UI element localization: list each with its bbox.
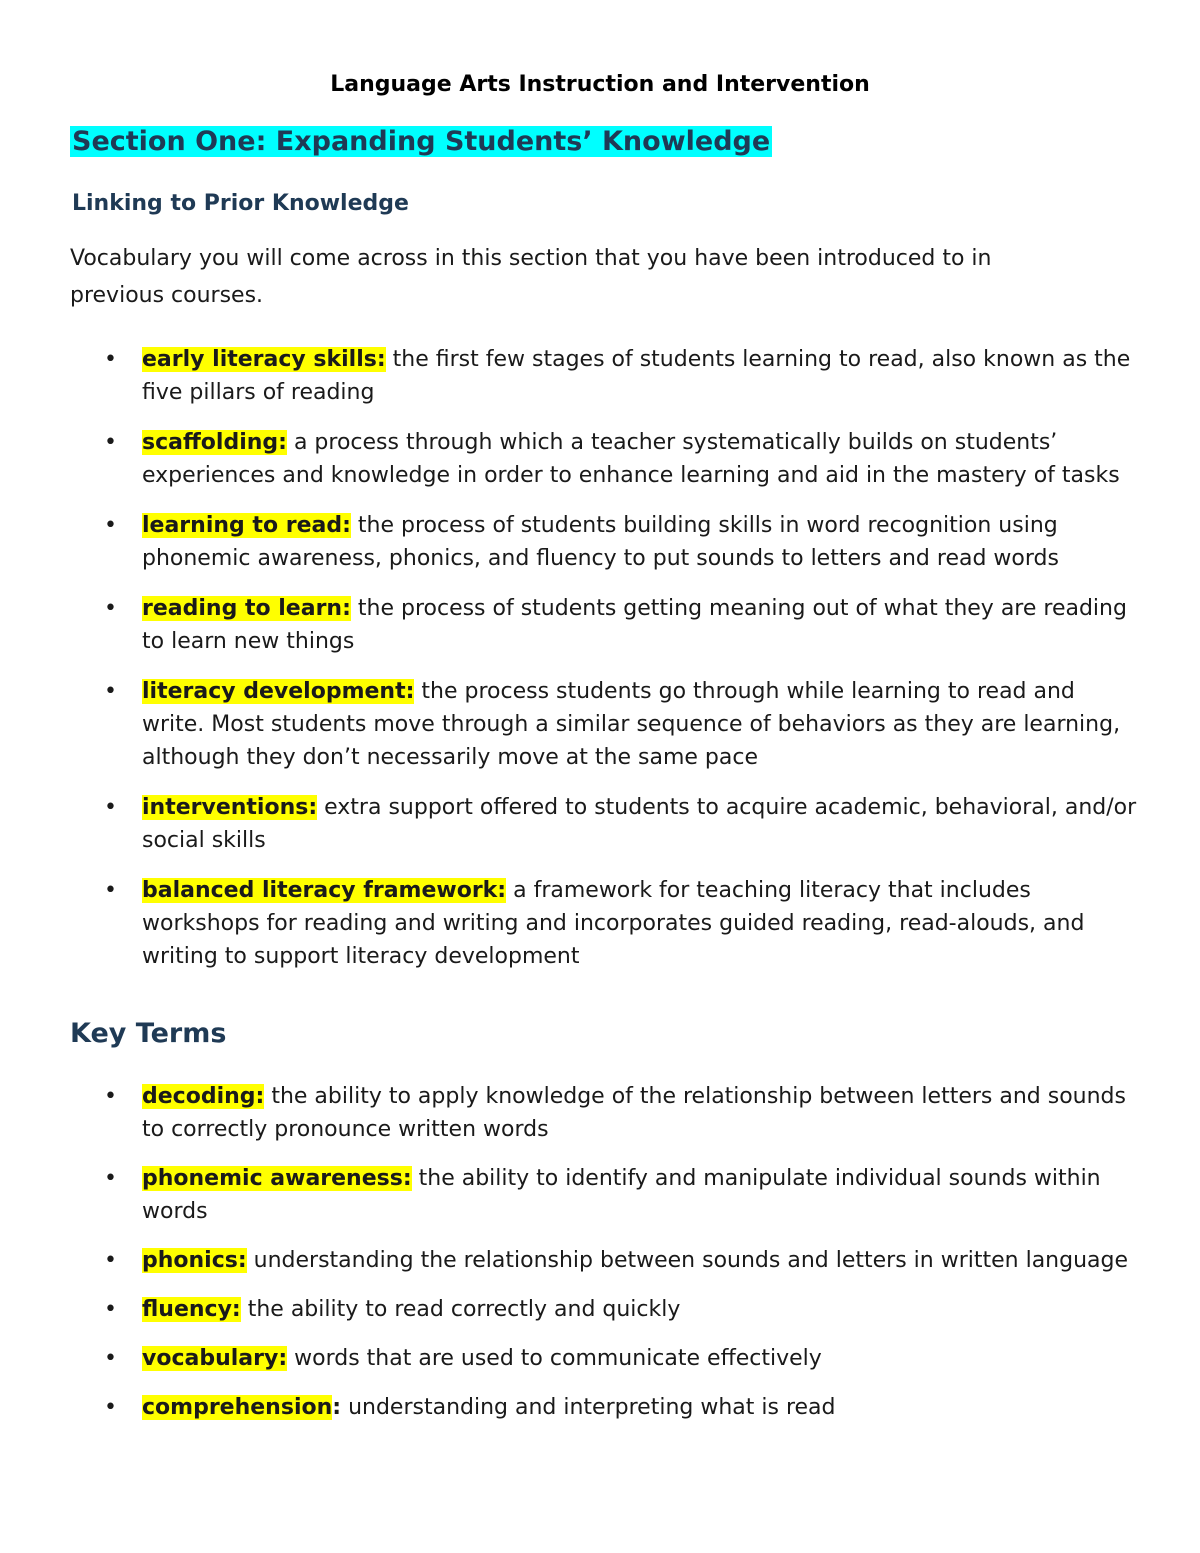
bullet-icon: • (104, 347, 117, 372)
bullet-icon: • (104, 596, 117, 621)
bullet-icon: • (104, 679, 117, 704)
bullet-icon: • (104, 1248, 117, 1273)
term-definition: words that are used to communicate effectively (287, 1346, 822, 1371)
term-label: balanced literacy framework: (142, 878, 507, 903)
term-label: reading to learn: (142, 596, 351, 621)
list-item (0, 1244, 1200, 1277)
term-label: interventions: (142, 795, 318, 820)
term-label: fluency: (142, 1297, 241, 1322)
list-item (0, 1293, 1200, 1326)
bullet-icon: • (104, 1166, 117, 1191)
term-label: decoding: (142, 1084, 265, 1109)
term-definition: the ability to read correctly and quickly (240, 1297, 681, 1322)
list-item (0, 791, 1200, 857)
list-item (0, 592, 1200, 658)
term-definition: the first few stages of students learning to read, also known as the five pillars of reading (142, 347, 1131, 405)
term-label: phonics: (142, 1248, 247, 1273)
bullet-icon: • (104, 1395, 117, 1420)
term-label: learning to read: (142, 513, 351, 538)
term-definition: understanding the relationship between sounds and letters in written language (246, 1248, 1129, 1273)
key-terms-heading: Key Terms (70, 1018, 227, 1049)
term-definition: extra support offered to students to acquire academic, behavioral, and/or social skills (142, 795, 1137, 853)
term-suffix: : (332, 1395, 342, 1420)
list-item (0, 1342, 1200, 1375)
list-item (0, 343, 1200, 409)
list-item (0, 1080, 1200, 1146)
list-item (0, 675, 1200, 774)
list-item (0, 1162, 1200, 1228)
bullet-icon: • (104, 1084, 117, 1109)
list-item (0, 509, 1200, 575)
list-item (0, 1391, 1200, 1424)
term-label: vocabulary: (142, 1346, 288, 1371)
term-definition: the process students go through while learning to read and write. Most students move through a similar sequence of behaviors as they are learning, although they don’t necessarily move at the same pace (142, 679, 1121, 770)
term-definition: a process through which a teacher systematically builds on students’ experiences and knowledge in order to enhance learning and aid in the mastery of tasks (142, 430, 1120, 488)
term-label: early literacy skills: (142, 347, 386, 372)
bullet-icon: • (104, 430, 117, 455)
list-item (0, 874, 1200, 973)
intro-paragraph: Vocabulary you will come across in this section that you have been introduced to in previous courses. (70, 246, 992, 308)
term-definition: the ability to apply knowledge of the relationship between letters and sounds to correctly pronounce written words (142, 1084, 1126, 1142)
bullet-icon: • (104, 1346, 117, 1371)
term-definition: the process of students getting meaning out of what they are reading to learn new things (142, 596, 1127, 654)
section-heading-text: Section One: Expanding Students’ Knowledge (72, 126, 771, 157)
bullet-icon: • (104, 1297, 117, 1322)
section-heading (70, 124, 772, 160)
subheading-prior-knowledge: Linking to Prior Knowledge (72, 191, 409, 216)
term-definition: understanding and interpreting what is read (341, 1395, 836, 1420)
term-label: literacy development: (142, 679, 415, 704)
bullet-icon: • (104, 513, 117, 538)
prior-knowledge-list (0, 343, 1200, 990)
term-definition: the process of students building skills in word recognition using phonemic awareness, phonics, and fluency to put sounds to letters and read words (142, 513, 1059, 571)
term-label: phonemic awareness: (142, 1166, 412, 1191)
term-definition: the ability to identify and manipulate individual sounds within words (142, 1166, 1101, 1224)
bullet-icon: • (104, 795, 117, 820)
term-label: comprehension (142, 1395, 333, 1420)
term-label: scaffolding: (142, 430, 287, 455)
key-terms-list (0, 1080, 1200, 1440)
term-definition: a framework for teaching literacy that includes workshops for reading and writing and incorporates guided reading, read-alouds, and writing to support literacy development (142, 878, 1085, 969)
document-title: Language Arts Instruction and Intervention (330, 72, 870, 97)
bullet-icon: • (104, 878, 117, 903)
list-item (0, 426, 1200, 492)
